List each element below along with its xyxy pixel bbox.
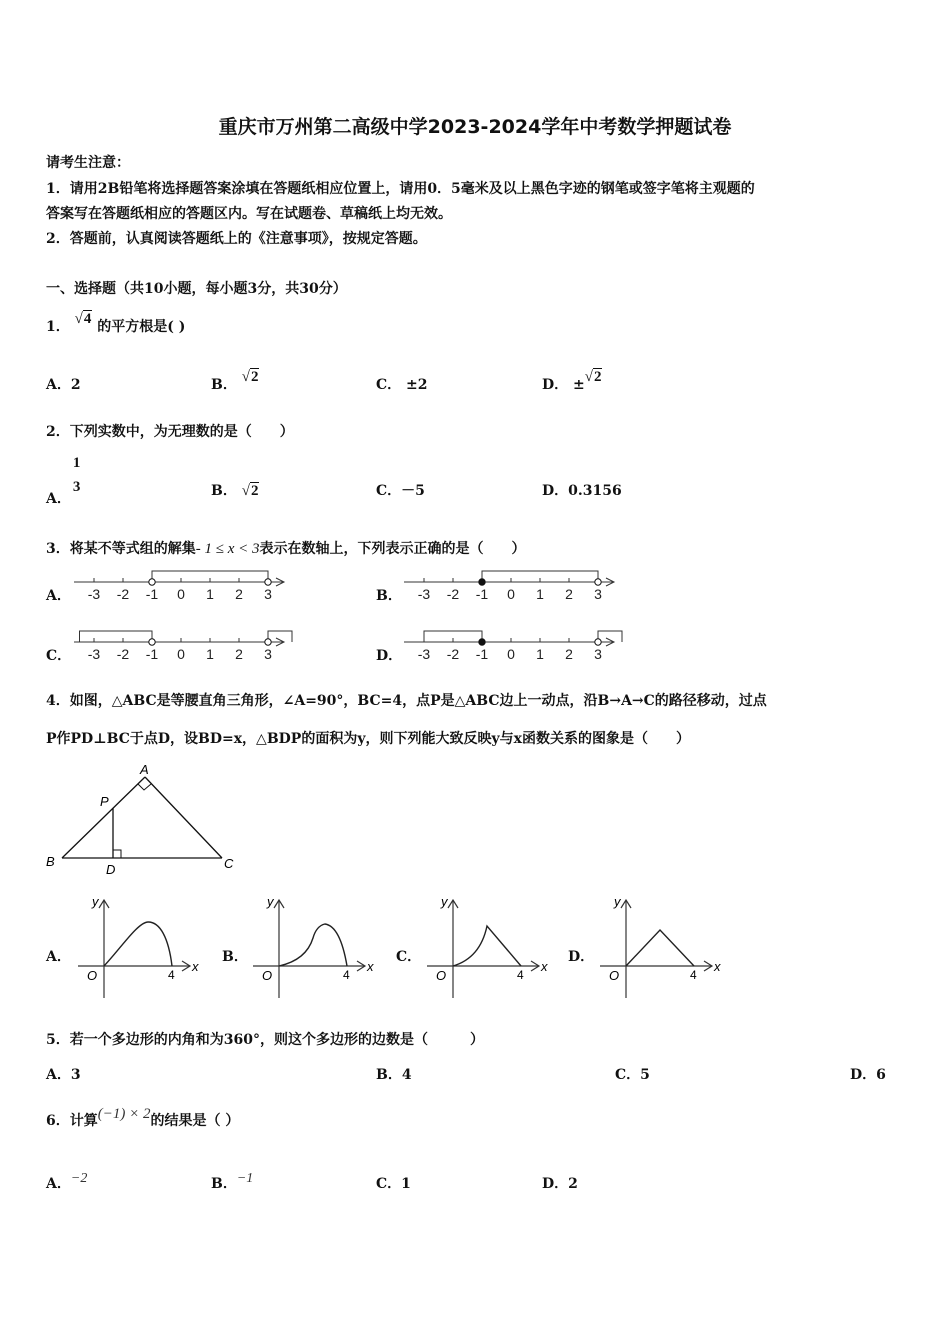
q1-c-label: C． [376,377,402,393]
tick-label: 0 [507,646,515,662]
tick-label: 0 [177,586,185,602]
q1-option-a[interactable] [46,374,81,394]
q1-stem [46,311,186,336]
x-axis-label: x [541,959,548,974]
q2-b-radicand: 2 [250,483,259,499]
tick-label: -3 [87,646,101,662]
y-axis-label: y [92,894,99,909]
q3-stem [46,538,526,558]
side-ba [62,777,145,858]
q2-a-label: A． [46,491,71,507]
q4-graph-c [421,890,556,1000]
q4-b-label[interactable]: B． [222,949,248,965]
q1-stem-text: 的平方根是( ) [97,319,186,335]
x-axis-label: x [367,959,374,974]
q5-d-value: 6 [876,1067,886,1083]
q1-b-sqrt: √2 [241,369,259,385]
origin-label: O [262,968,273,983]
side-ac [145,777,222,858]
y-axis-label: y [267,894,274,909]
label-p: P [100,794,109,809]
four-label: 4 [690,968,697,982]
function-curve [279,924,347,966]
y-axis-label: y [441,894,448,909]
q5-b-value: 4 [401,1067,412,1083]
origin-label: O [609,968,620,983]
q5-option-d[interactable] [850,1064,886,1084]
tick-label: -1 [145,646,159,662]
q5-a-value: 3 [70,1067,81,1083]
y-axis-label: y [614,894,621,909]
q5-c-value: 5 [640,1067,650,1083]
q1-option-c[interactable] [376,374,428,394]
q5-option-a[interactable] [46,1064,81,1084]
page-title: 重庆市万州第二高级中学2023-2024学年中考数学押题试卷 [218,116,732,138]
q6-b-label: B． [211,1176,237,1192]
tick-label: 1 [536,586,544,602]
label-b: B [46,854,55,869]
origin-label: O [436,968,447,983]
tick-label: -1 [145,586,159,602]
open-dot [595,579,601,585]
q6-c-label: C． [376,1176,402,1192]
q2-stem: 2．下列实数中，为无理数的是（ ） [46,424,294,440]
closed-dot [479,639,485,645]
q6-expression: (−1) × 2 [97,1106,151,1122]
label-c: C [224,856,234,871]
q2-d-label: D． [542,483,569,499]
q5-b-label: B． [376,1067,402,1083]
q4-graph-d [594,890,729,1000]
four-label: 4 [343,968,350,982]
solution-bracket [80,631,153,642]
tick-label: -1 [475,646,489,662]
closed-dot [479,579,485,585]
q1-option-b[interactable] [211,369,259,394]
four-label: 4 [517,968,524,982]
q1-b-radicand: 2 [250,369,259,385]
open-dot [149,579,155,585]
notice-line-1b: 答案写在答题纸相应的答题区内。写在试题卷、草稿纸上均无效。 [46,206,452,222]
tick-label: 1 [206,586,214,602]
open-dot [265,639,271,645]
q3-a-label[interactable]: A． [46,588,71,604]
q3-d-number-line [400,624,635,666]
q1-a-value: 2 [70,377,81,393]
q5-option-b[interactable] [376,1064,412,1084]
q6-d-label: D． [542,1176,569,1192]
q3-b-number-line [400,564,625,606]
q6-option-b[interactable] [211,1173,253,1193]
tick-label: -2 [446,586,460,602]
tick-label: -3 [417,646,431,662]
q4-triangle-figure [40,760,250,880]
q2-option-c[interactable] [376,480,425,500]
q1-c-value: ±2 [406,377,428,393]
right-angle-d [113,850,121,858]
q3-a-number-line [70,564,295,606]
q1-option-d[interactable] [542,369,602,394]
q1-number: 1． [46,319,70,335]
open-dot [149,639,155,645]
notice-heading: 请考生注意： [46,155,130,171]
q4-graph-a [72,890,207,1000]
tick-label: -3 [87,586,101,602]
label-a: A [140,762,149,777]
q1-a-label: A． [46,377,71,393]
q5-option-c[interactable] [615,1064,650,1084]
tick-label: 2 [565,586,573,602]
function-curve [626,930,694,966]
q1-d-radicand: 2 [593,369,602,385]
notice-line-2: 2．答题前，认真阅读答题纸上的《注意事项》，按规定答题。 [46,231,427,247]
q2-b-label: B． [211,483,237,499]
q3-c-number-line [70,624,295,666]
q5-d-label: D． [850,1067,877,1083]
q6-d-value: 2 [568,1176,578,1192]
q3-stem-post: 表示在数轴上，下列表示正确的是（ ） [259,541,526,557]
notice-line-1: 1．请用2B铅笔将选择题答案涂填在答题纸相应位置上，请用0．5毫米及以上黑色字迹的钢笔或签字笔将主观题的 [46,181,755,197]
q6-option-a[interactable] [46,1173,87,1193]
tick-label: 2 [235,586,243,602]
tick-label: -3 [417,586,431,602]
tick-label: 1 [206,646,214,662]
q4-a-label[interactable]: A． [46,949,71,965]
four-label: 4 [168,968,175,982]
q2-a-denominator: 3 [72,479,81,495]
q1-sqrt: √4 [74,311,92,327]
q6-option-d[interactable] [542,1173,578,1193]
q6-a-label: A． [46,1176,71,1192]
q6-b-value: −1 [236,1171,254,1186]
tick-label: 2 [235,646,243,662]
section-heading: 一、选择题（共10小题，每小题3分，共30分） [46,281,347,297]
q6-a-value: −2 [70,1171,88,1186]
q1-radicand: 4 [83,311,92,327]
q5-stem: 5．若一个多边形的内角和为360°，则这个多边形的边数是（ ） [46,1032,484,1048]
open-dot [595,639,601,645]
tick-label: -2 [116,586,130,602]
tick-label: 2 [565,646,573,662]
q3-inequality: - 1 ≤ x < 3 [195,541,260,557]
q1-d-label: D． [542,377,569,393]
q4-d-label[interactable]: D． [568,949,595,965]
tick-label: 0 [507,586,515,602]
label-d: D [106,862,116,877]
tick-label: 3 [264,586,272,602]
q4-line-1: 4．如图，△ABC是等腰直角三角形，∠A=90°，BC=4，点P是△ABC边上一动点，沿B→A→C的路径移动，过点 [46,693,767,709]
tick-label: 3 [594,586,602,602]
x-axis-label: x [192,959,199,974]
open-dot [265,579,271,585]
q2-c-label: C． [376,483,402,499]
q4-line-2: P作PD⊥BC于点D，设BD=x，△BDP的面积为y，则下列能大致反映y与x函数关系的图象是（ ） [46,731,690,747]
function-curve [453,926,521,966]
q2-option-d[interactable] [542,480,622,500]
q2-d-value: 0.3156 [568,483,622,499]
q2-c-value: －5 [401,483,425,499]
tick-label: 1 [536,646,544,662]
q4-graph-b [247,890,382,1000]
origin-label: O [87,968,98,983]
q6-c-value: 1 [401,1176,411,1192]
function-curve [104,922,172,966]
q6-stem-post: 的结果是（ ） [150,1113,240,1129]
x-axis-label: x [714,959,721,974]
tick-label: 0 [177,646,185,662]
q5-a-label: A． [46,1067,71,1083]
q6-option-c[interactable] [376,1173,411,1193]
q4-c-label[interactable]: C． [396,949,422,965]
q5-c-label: C． [615,1067,641,1083]
q2-option-b[interactable] [211,480,259,500]
q2-option-a[interactable] [46,455,82,507]
tick-label: -2 [116,646,130,662]
q2-b-sqrt: √2 [241,483,259,499]
q3-c-label[interactable]: C． [46,648,72,664]
q3-stem-pre: 3．将某不等式组的解集 [46,541,196,557]
tick-label: -2 [446,646,460,662]
q6-stem [46,1106,240,1130]
q1-d-prefix: ± [573,377,585,393]
tick-label: 3 [264,646,272,662]
q3-d-label[interactable]: D． [376,648,403,664]
q1-d-sqrt: √2 [584,369,602,385]
tick-label: 3 [594,646,602,662]
q3-b-label[interactable]: B． [376,588,402,604]
right-angle-a [138,784,151,790]
q6-stem-pre: 6．计算 [46,1113,98,1129]
tick-label: -1 [475,586,489,602]
q2-a-fraction [71,455,83,495]
q1-b-label: B． [211,377,237,393]
q2-a-numerator: 1 [72,455,81,471]
